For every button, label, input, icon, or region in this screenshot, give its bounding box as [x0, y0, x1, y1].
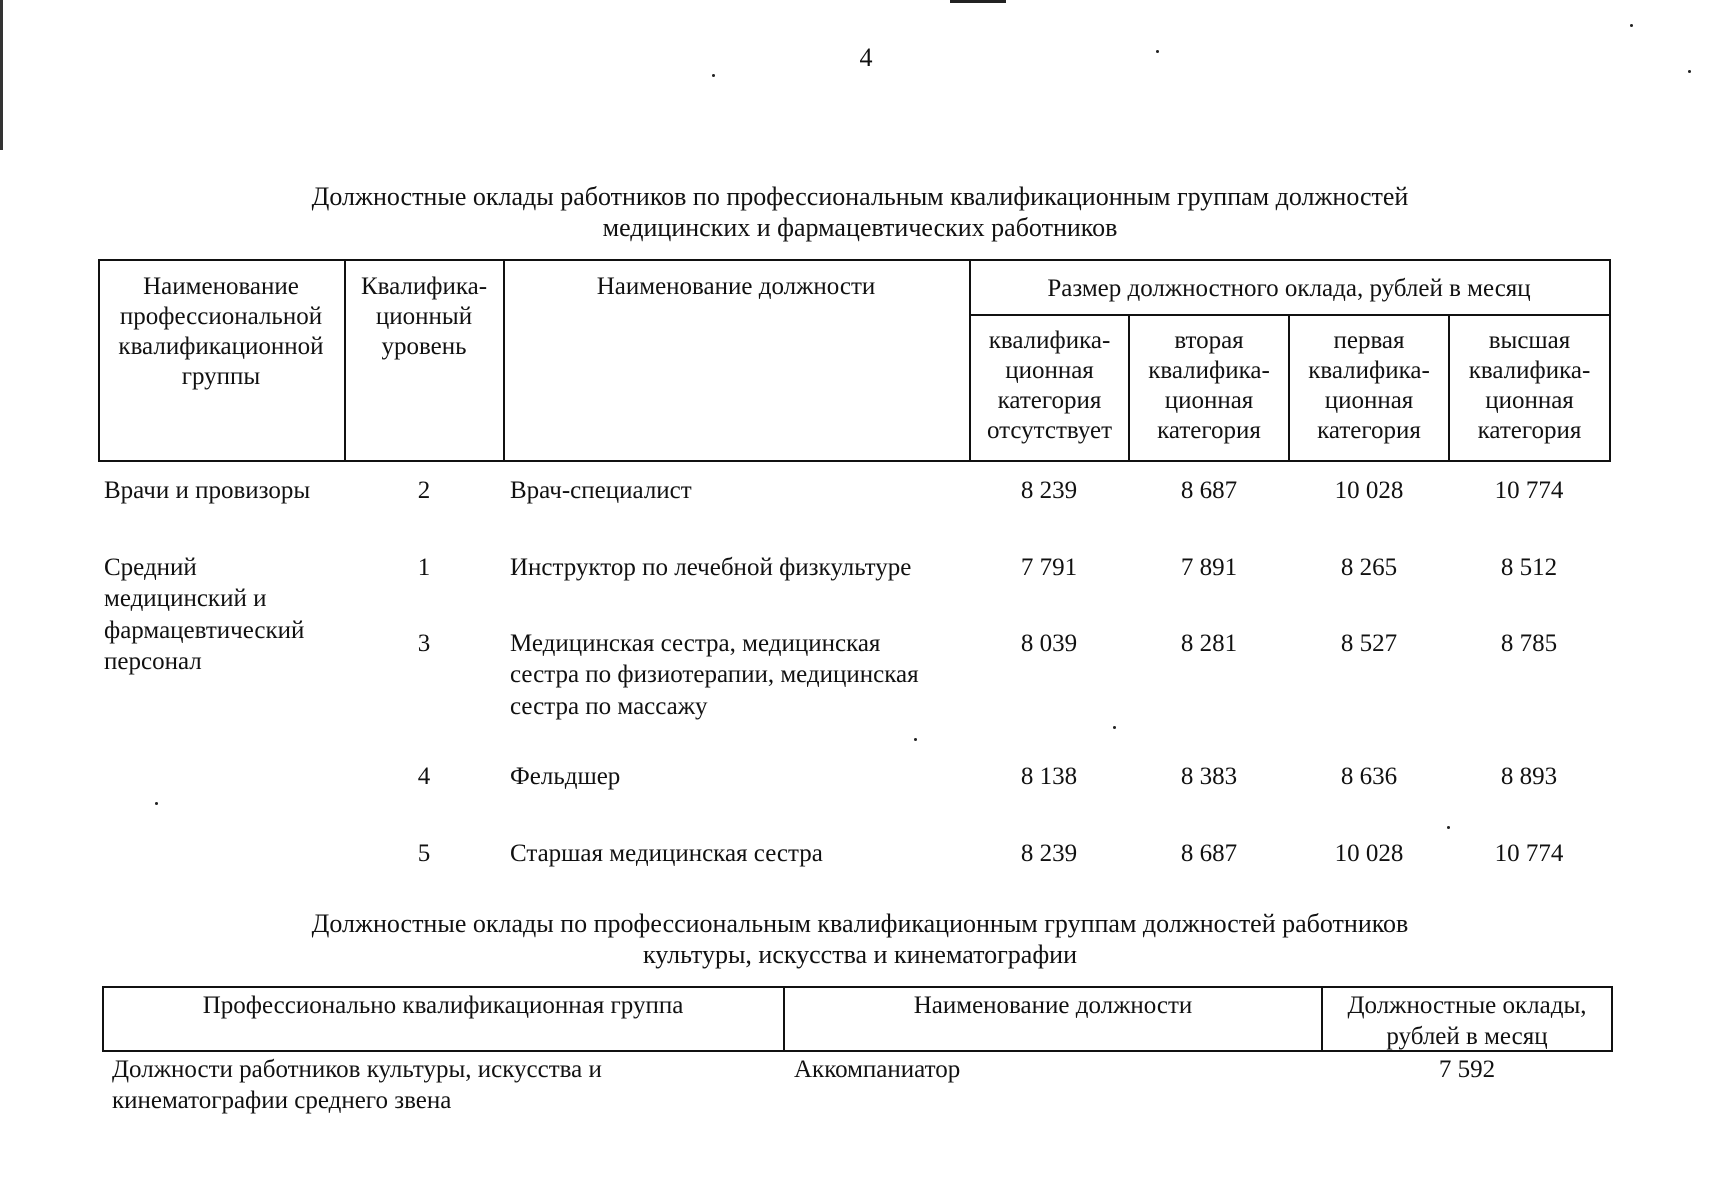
table1-border-bottom — [98, 460, 1611, 462]
scan-speck — [712, 74, 715, 77]
table1-divider — [1128, 314, 1130, 462]
salary-highest: 8 893 — [1500, 763, 1558, 790]
position-cell: Инструктор по лечебной физкультуре — [510, 554, 912, 581]
salary-none: 7 791 — [1020, 554, 1078, 581]
table2-divider — [1321, 986, 1323, 1052]
salary-second: 8 687 — [1180, 840, 1238, 867]
salary-none: 8 138 — [1020, 763, 1078, 790]
table1-border-top — [98, 259, 1611, 261]
header-cat-none: квалифика-ционная категория отсутствует — [986, 327, 1113, 444]
header-level: Квалифика-ционный уровень — [360, 273, 488, 360]
salary-none: 8 039 — [1020, 630, 1078, 657]
scan-speck — [1447, 826, 1450, 829]
salary-second: 8 281 — [1180, 630, 1238, 657]
table1-divider — [344, 259, 346, 462]
header-cat-second: вторая квалифика-ционная категория — [1148, 327, 1270, 444]
table2-title-line1: Должностные оклады по профессиональным квалификационным группам должностей работников — [311, 909, 1409, 938]
salary-second: 7 891 — [1180, 554, 1238, 581]
level-cell: 3 — [417, 630, 431, 657]
header-position: Наименование должности — [913, 992, 1193, 1019]
header-cat-first: первая квалифика-ционная категория — [1308, 327, 1430, 444]
header-cat-highest: высшая квалифика-ционная категория — [1468, 327, 1591, 444]
salary-second: 8 687 — [1180, 477, 1238, 504]
position-cell: Фельдшер — [510, 763, 621, 790]
position-cell: Медицинская сестра, медицинская сестра по физиотерапии, медицинская сестра по массажу — [510, 630, 919, 720]
salary-second: 8 383 — [1180, 763, 1238, 790]
table1-divider — [1448, 314, 1450, 462]
header-salary-line1: Должностные оклады, — [1347, 992, 1587, 1019]
salary-first: 10 028 — [1334, 477, 1404, 504]
table1-divider — [1288, 314, 1290, 462]
header-salary-line2: рублей в месяц — [1386, 1023, 1548, 1050]
scan-speck — [155, 802, 158, 805]
salary-highest: 8 785 — [1500, 630, 1558, 657]
salary-highest: 8 512 — [1500, 554, 1558, 581]
salary-cell: 7 592 — [1438, 1056, 1496, 1083]
table1-title-line1: Должностные оклады работников по профессиональным квалификационным группам должностей — [311, 182, 1409, 211]
scan-speck — [1156, 50, 1159, 53]
header-position: Наименование должности — [596, 273, 876, 300]
table1-border-mid — [969, 314, 1611, 316]
scan-edge-line — [0, 0, 3, 150]
table2-border-top — [102, 986, 1613, 988]
salary-highest: 10 774 — [1494, 477, 1564, 504]
salary-none: 8 239 — [1020, 477, 1078, 504]
scan-speck — [914, 738, 917, 741]
level-cell: 2 — [417, 477, 431, 504]
table2-divider — [783, 986, 785, 1052]
table2-title-line2: культуры, искусства и кинематографии — [642, 940, 1078, 969]
page-number: 4 — [859, 43, 873, 72]
salary-none: 8 239 — [1020, 840, 1078, 867]
table1-divider — [969, 259, 971, 462]
scan-speck — [1688, 70, 1691, 73]
table2-border-right — [1611, 986, 1613, 1052]
position-cell: Аккомпаниатор — [794, 1056, 961, 1083]
group-cell: Должности работников культуры, искусства и кинематографии среднего звена — [112, 1056, 602, 1115]
level-cell: 5 — [417, 840, 431, 867]
salary-first: 8 636 — [1340, 763, 1398, 790]
table1-title-line2: медицинских и фармацевтических работников — [602, 213, 1118, 242]
salary-first: 8 527 — [1340, 630, 1398, 657]
salary-highest: 10 774 — [1494, 840, 1564, 867]
table1-divider — [503, 259, 505, 462]
table1-border-left — [98, 259, 100, 462]
scan-speck — [1630, 24, 1633, 27]
position-cell: Врач-специалист — [510, 477, 692, 504]
header-group: Профессионально квалификационная группа — [202, 992, 684, 1019]
group-cell: Врачи и провизоры — [104, 477, 311, 504]
salary-first: 8 265 — [1340, 554, 1398, 581]
header-group: Наименование профессиональной квалификационной группы — [118, 273, 324, 390]
salary-first: 10 028 — [1334, 840, 1404, 867]
header-salary: Размер должностного оклада, рублей в месяц — [1047, 275, 1531, 302]
table1-border-right — [1609, 259, 1611, 462]
scan-speck — [1113, 726, 1116, 729]
group-cell: Средний медицинский и фармацевтический персонал — [104, 554, 305, 675]
level-cell: 4 — [417, 763, 431, 790]
scan-top-mark — [950, 0, 1006, 3]
table2-border-left — [102, 986, 104, 1052]
position-cell: Старшая медицинская сестра — [510, 840, 823, 867]
level-cell: 1 — [417, 554, 431, 581]
